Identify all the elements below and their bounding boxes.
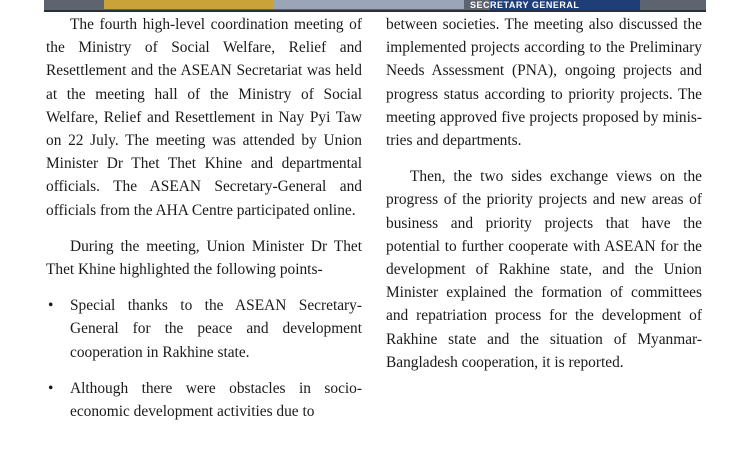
bullet-icon: •	[48, 297, 54, 315]
article-photo	[44, 0, 706, 12]
list-item-text: Although there were obstacles in socio-economic development activities due to	[70, 379, 362, 421]
article-paragraph: During the meeting, Union Minister Dr Thet Thet Khine highlighted the following points-	[46, 237, 362, 279]
photo-detail	[104, 0, 274, 9]
bullet-icon: •	[48, 379, 54, 397]
photo-detail	[274, 0, 464, 9]
article-paragraph: between societies. The meeting also discussed the implemented projects according to the Preliminary Needs Assessment (PNA), ongoing projects and progress status according to priority projects. The meeting approved five projects proposed by ministries and departments.	[386, 16, 702, 150]
list-item	[46, 377, 362, 423]
list-item-text: Special thanks to the ASEAN Secretary-General for the peace and development cooperation in Rakhine state.	[70, 297, 362, 361]
article-paragraph: The fourth high-level coordination meeting of the Ministry of Social Welfare, Relief and Resettlement and the ASEAN Secretariat was held at the meeting hall of the Ministry of Social Welfare, Relief and Resettlement in Nay Pyi Taw on 22 July. The meeting was attended by Union Minister Dr Thet Thet Khine and departmental officials. The ASEAN Secretary-General and officials from the AHA Centre participated online.	[46, 16, 362, 219]
right-column	[386, 13, 702, 374]
left-column	[46, 13, 362, 423]
article-paragraph: Then, the two sides exchange views on the progress of the priority projects and new areas of business and priority projects that have the potential to further cooperate with ASEAN for the development of Rakhine state, and the Union Minister explained the formation of committees and repatriation process for the development of Rakhine state and the situation of Myanmar-Bangladesh cooperation, it is reported.	[386, 168, 702, 371]
photo-caption: SECRETARY GENERAL	[470, 0, 580, 10]
bullet-list	[46, 294, 362, 423]
list-item	[46, 294, 362, 364]
